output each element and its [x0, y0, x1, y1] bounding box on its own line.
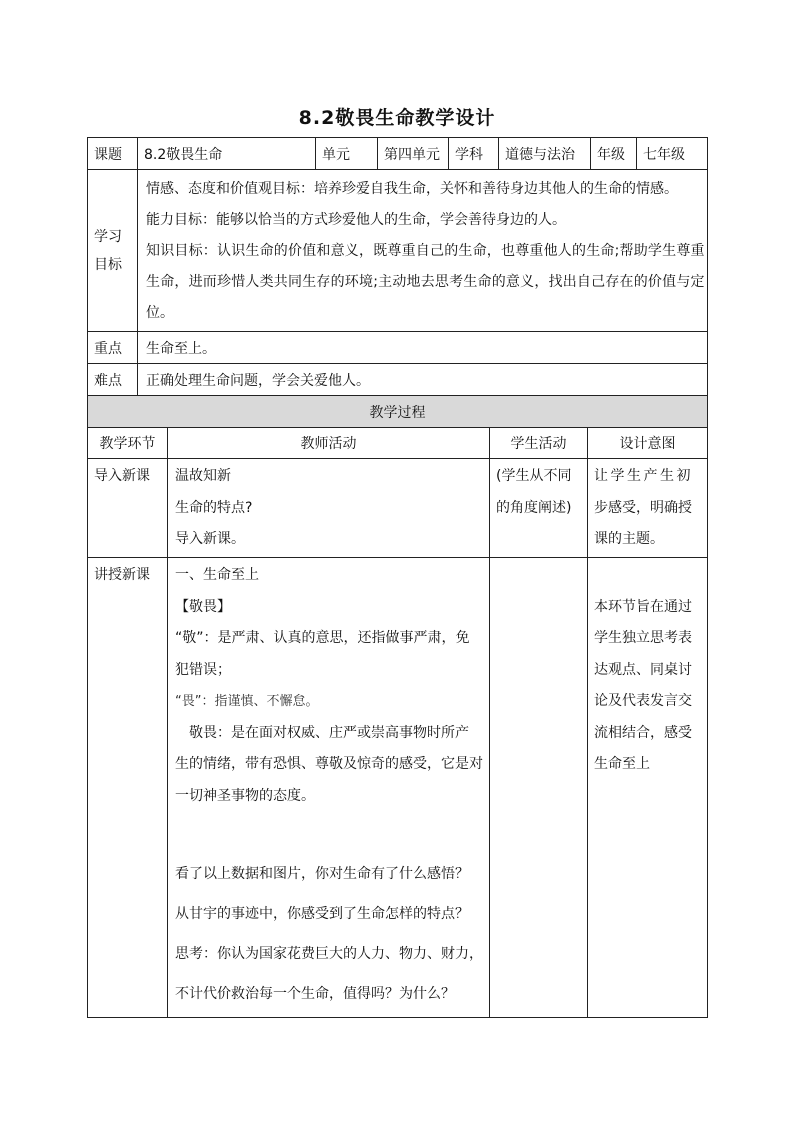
intent-line: 学生独立思考表: [594, 630, 692, 646]
teacher-line: 不计代价救治每一个生命，值得吗？为什么？: [175, 986, 455, 1002]
intent-line: 步感受，明确授: [594, 499, 692, 516]
intent-line: 流相结合，感受: [594, 724, 692, 741]
teacher-activity-cell: [168, 459, 490, 558]
teacher-line: 生的情绪，带有恐惧、尊敬及惊奇的感受，它是对: [175, 756, 483, 772]
stage-label: 讲授新课: [94, 567, 150, 583]
teacher-line: 看了以上数据和图片，你对生命有了什么感悟？: [175, 866, 469, 882]
table-row: [88, 459, 708, 558]
subject-label: 学科: [449, 138, 499, 170]
goals-content: [138, 170, 708, 332]
intent-line: 本环节旨在通过: [594, 598, 692, 615]
goals-label: [88, 170, 138, 332]
design-intent-cell: [588, 558, 708, 1018]
stage-cell: [88, 558, 168, 1018]
teacher-line: “敬”：是严肃、认真的意思，还指做事严肃，免: [175, 630, 470, 646]
student-line: (学生从不同: [496, 468, 572, 484]
goals-label-line2: 目标: [94, 256, 122, 273]
process-header: 教学过程: [88, 396, 708, 428]
intent-line: [594, 560, 707, 592]
column-header: 教师活动: [168, 428, 490, 459]
grade-value: 七年级: [637, 138, 708, 170]
teacher-activity-cell: [168, 558, 490, 1018]
spacer: [175, 812, 489, 854]
info-table: [87, 137, 708, 396]
stage-label: 导入新课: [94, 468, 150, 484]
column-header: 学生活动: [490, 428, 588, 459]
grade-label: 年级: [591, 138, 637, 170]
intent-line: 课的主题。: [594, 531, 664, 547]
key-point-value: 生命至上。: [138, 332, 708, 364]
unit-label: 单元: [316, 138, 378, 170]
column-header: 教学环节: [88, 428, 168, 459]
student-line: 的角度阐述): [496, 499, 572, 516]
difficulty-value: 正确处理生命问题，学会关爱他人。: [138, 364, 708, 396]
stage-cell: [88, 459, 168, 558]
column-header: 设计意图: [588, 428, 708, 459]
teacher-line: 导入新课。: [175, 531, 245, 547]
teacher-line: 从甘宇的事迹中，你感受到了生命怎样的特点？: [175, 906, 469, 922]
intent-line: 达观点、同桌讨: [594, 661, 692, 678]
teacher-line: 生命的特点?: [175, 499, 253, 516]
teacher-line: 一、生命至上: [175, 567, 259, 583]
difficulty-label: 难点: [88, 364, 138, 396]
subject-value: 道德与法治: [499, 138, 591, 170]
student-activity-cell: [490, 459, 588, 558]
process-table: [87, 395, 708, 1018]
goal-line: 生命，进而珍惜人类共同生存的环境;主动地去思考生命的意义，找出自己存在的价值与定: [146, 274, 705, 290]
table-row: [88, 558, 708, 1018]
goal-line: 能力目标：能够以恰当的方式珍爱他人的生命，学会善待身边的人。: [146, 212, 566, 228]
key-point-label: 重点: [88, 332, 138, 364]
teacher-line: “畏”：指谨慎、不懈怠。: [175, 694, 319, 709]
intent-line: 生命至上: [594, 756, 650, 772]
student-activity-cell: [490, 558, 588, 1018]
teacher-line: 犯错误；: [175, 661, 231, 678]
teacher-line: 一切神圣事物的态度。: [175, 787, 315, 804]
intent-line: 论及代表发言交: [594, 693, 692, 709]
goal-line: 情感、态度和价值观目标：培养珍爱自我生命，关怀和善待身边其他人的生命的情感。: [146, 181, 678, 197]
document-title: 8.2敬畏生命教学设计: [298, 107, 496, 129]
teacher-line: 敬畏：是在面对权威、庄严或崇高事物时所产: [175, 724, 469, 741]
teacher-line: 温故知新: [175, 468, 231, 484]
topic-label: 课题: [88, 138, 138, 170]
goal-line: 位。: [146, 305, 174, 321]
topic-value: 8.2敬畏生命: [138, 138, 316, 170]
teacher-line: 思考：你认为国家花费巨大的人力、物力、财力，: [175, 946, 483, 962]
design-intent-cell: [588, 459, 708, 558]
unit-value: 第四单元: [378, 138, 449, 170]
intent-line: 让学生产生初: [594, 468, 693, 484]
teacher-line: 【敬畏】: [175, 598, 231, 615]
goals-label-line1: 学习: [94, 228, 122, 245]
goal-line: 知识目标：认识生命的价值和意义，既尊重自己的生命，也尊重他人的生命;帮助学生尊重: [146, 243, 705, 259]
